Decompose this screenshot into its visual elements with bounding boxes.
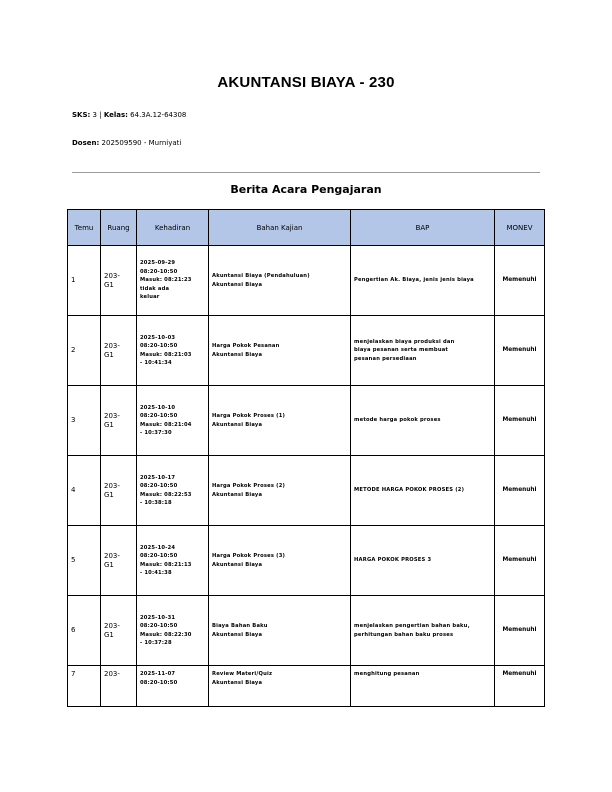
- meeting-number-text: 7: [71, 670, 76, 678]
- attendance-cell-text: 2025-10-17 08:20-10:50 Masuk: 08:22:53 - 10:38:18: [140, 474, 192, 506]
- material-cell-text: Harga Pokok Proses (2) Akuntansi Biaya: [212, 483, 286, 498]
- attendance-cell: [137, 246, 209, 316]
- monev-cell: [495, 316, 545, 386]
- sks-label: SKS:: [72, 111, 91, 119]
- monev-cell: [495, 456, 545, 526]
- monev-cell: [495, 246, 545, 316]
- meeting-number-text: 5: [71, 556, 76, 565]
- meeting-number: [68, 526, 101, 596]
- column-header-kehadiran: Kehadiran: [137, 210, 209, 246]
- meeting-number-text: 3: [71, 416, 76, 425]
- monev-cell-text: Memenuhi: [502, 557, 537, 564]
- attendance-cell: [137, 526, 209, 596]
- bap-cell-text: HARGA POKOK PROSES 3: [354, 557, 432, 564]
- table-row: [68, 666, 545, 707]
- table-header-row: [68, 210, 545, 246]
- course-meta: [72, 111, 186, 119]
- material-cell: [209, 596, 351, 666]
- room-cell-text: 203- G1: [104, 412, 120, 429]
- table-row: [68, 246, 545, 316]
- monev-cell-text: Memenuhi: [502, 487, 537, 494]
- attendance-cell-text: 2025-09-29 08:20-10:50 Masuk: 08:21:23 tidak ada keluar: [140, 260, 192, 301]
- meeting-number: [68, 456, 101, 526]
- dosen-label: Dosen:: [72, 139, 100, 147]
- bap-cell-text: Pengertian Ak. Biaya, jenis jenis biaya: [354, 277, 474, 284]
- room-cell-text: 203- G1: [104, 552, 120, 569]
- course-title: AKUNTANSI BIAYA - 230: [217, 74, 395, 91]
- attendance-cell: [137, 596, 209, 666]
- room-cell: [101, 666, 137, 707]
- column-header-monev: MONEV: [495, 210, 545, 246]
- room-cell: [101, 526, 137, 596]
- room-cell: [101, 596, 137, 666]
- material-cell: [209, 386, 351, 456]
- room-cell-text: 203-: [104, 670, 120, 678]
- bap-cell-text: menghitung pesanan: [354, 671, 420, 677]
- material-cell: [209, 526, 351, 596]
- attendance-cell-text: 2025-10-24 08:20-10:50 Masuk: 08:21:13 - 10:41:38: [140, 544, 192, 576]
- monev-cell: [495, 526, 545, 596]
- monev-cell: [495, 666, 545, 707]
- room-cell: [101, 316, 137, 386]
- sks-value: 3 |: [90, 111, 104, 119]
- bap-cell-text: menjelaskan pengertian bahan baku, perhitungan bahan baku proses: [354, 623, 470, 638]
- material-cell-text: Review Materi/Quiz Akuntansi Biaya: [212, 671, 273, 686]
- bap-cell: [351, 246, 495, 316]
- bap-cell-text: METODE HARGA POKOK PROSES (2): [354, 487, 465, 494]
- table-row: [68, 596, 545, 666]
- monev-cell: [495, 386, 545, 456]
- bap-cell: [351, 316, 495, 386]
- material-cell-text: Harga Pokok Proses (1) Akuntansi Biaya: [212, 413, 286, 428]
- bap-cell: [351, 386, 495, 456]
- meeting-number-text: 2: [71, 346, 76, 355]
- table-row: [68, 316, 545, 386]
- table-row: [68, 386, 545, 456]
- material-cell: [209, 456, 351, 526]
- monev-cell-text: Memenuhi: [502, 671, 537, 677]
- bap-cell: [351, 596, 495, 666]
- room-cell-text: 203- G1: [104, 272, 120, 289]
- monev-cell-text: Memenuhi: [502, 277, 537, 284]
- room-cell-text: 203- G1: [104, 622, 120, 639]
- meeting-number-text: 1: [71, 276, 76, 285]
- column-header-bap: BAP: [351, 210, 495, 246]
- material-cell-text: Harga Pokok Pesanan Akuntansi Biaya: [212, 343, 280, 358]
- bap-cell-text: metode harga pokok proses: [354, 417, 441, 424]
- material-cell-text: Harga Pokok Proses (3) Akuntansi Biaya: [212, 553, 286, 568]
- room-cell-text: 203- G1: [104, 482, 120, 499]
- material-cell: [209, 666, 351, 707]
- attendance-cell-text: 2025-10-31 08:20-10:50 Masuk: 08:22:30 - 10:37:28: [140, 614, 192, 646]
- material-cell: [209, 246, 351, 316]
- meeting-number: [68, 246, 101, 316]
- kelas-value: 64.3A.12-64308: [127, 111, 187, 119]
- column-header-bahan-kajian: Bahan Kajian: [209, 210, 351, 246]
- kelas-label: Kelas:: [103, 111, 128, 119]
- table-row: [68, 456, 545, 526]
- meeting-number: [68, 386, 101, 456]
- attendance-cell: [137, 456, 209, 526]
- lecturer-info: [72, 139, 181, 147]
- column-header-temu: Temu: [68, 210, 101, 246]
- monev-cell-text: Memenuhi: [502, 417, 537, 424]
- attendance-cell-text: 2025-10-10 08:20-10:50 Masuk: 08:21:04 - 10:37:30: [140, 404, 192, 436]
- meeting-number-text: 4: [71, 486, 76, 495]
- section-title: Berita Acara Pengajaran: [230, 183, 382, 196]
- column-header-ruang: Ruang: [101, 210, 137, 246]
- bap-cell: [351, 666, 495, 707]
- dosen-value: 202509590 - Murniyati: [99, 139, 182, 147]
- meeting-number: [68, 316, 101, 386]
- attendance-cell: [137, 666, 209, 707]
- bap-cell-text: menjelaskan biaya produksi dan biaya pesanan serta membuat pesanan persediaan: [354, 338, 455, 362]
- monev-cell: [495, 596, 545, 666]
- material-cell: [209, 316, 351, 386]
- meeting-number: [68, 596, 101, 666]
- meeting-number: [68, 666, 101, 707]
- bap-cell: [351, 526, 495, 596]
- material-cell-text: Biaya Bahan Baku Akuntansi Biaya: [212, 623, 268, 638]
- divider: [72, 172, 540, 173]
- attendance-cell-text: 2025-11-07 08:20-10:50: [140, 671, 178, 686]
- room-cell: [101, 386, 137, 456]
- table-row: [68, 526, 545, 596]
- teaching-record-table: [67, 209, 545, 707]
- meeting-number-text: 6: [71, 626, 76, 635]
- material-cell-text: Akuntansi Biaya (Pendahuluan) Akuntansi Biaya: [212, 273, 310, 288]
- attendance-cell-text: 2025-10-03 08:20-10:50 Masuk: 08:21:03 - 10:41:34: [140, 334, 192, 366]
- attendance-cell: [137, 386, 209, 456]
- monev-cell-text: Memenuhi: [502, 347, 537, 354]
- room-cell: [101, 456, 137, 526]
- bap-cell: [351, 456, 495, 526]
- room-cell: [101, 246, 137, 316]
- room-cell-text: 203- G1: [104, 342, 120, 359]
- monev-cell-text: Memenuhi: [502, 627, 537, 634]
- attendance-cell: [137, 316, 209, 386]
